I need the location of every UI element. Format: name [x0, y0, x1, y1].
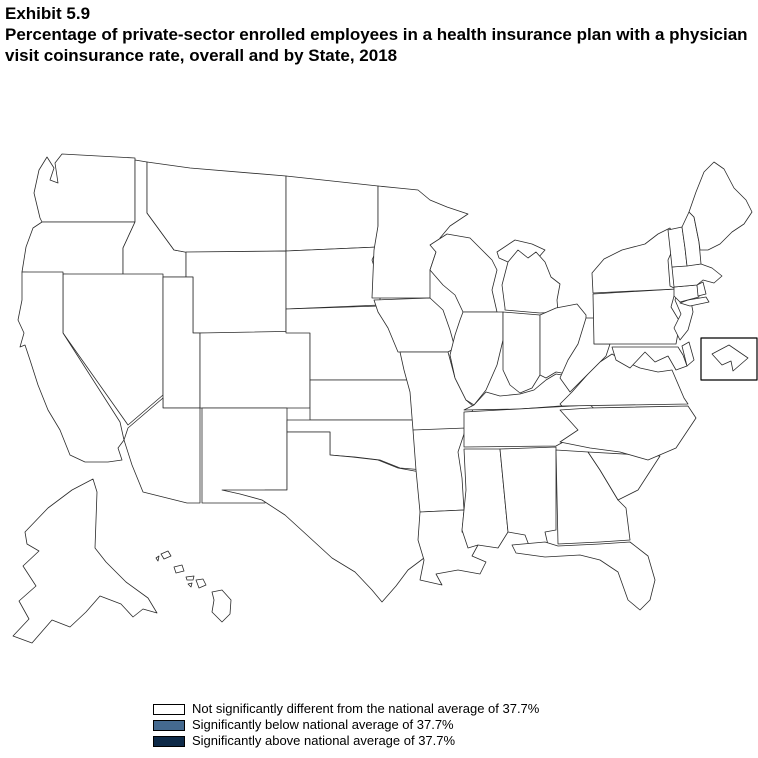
figure-title: Percentage of private-sector enrolled employees in a health insurance plan with a physician visit coinsurance rate, overall and by State, 2018 [5, 25, 748, 65]
legend-row-not-different [153, 701, 539, 717]
legend-row-above [153, 733, 539, 749]
state-mi [497, 240, 560, 313]
legend-label-above: Significantly above national average of 37.7% [192, 733, 456, 748]
legend-label-below: Significantly below national average of 37.7% [192, 717, 454, 732]
state-nm [202, 408, 287, 503]
state-hi [156, 551, 231, 622]
state-co [200, 331, 310, 408]
state-wi [430, 234, 497, 312]
state-ar [413, 428, 466, 512]
state-wy [186, 251, 286, 333]
state-in [503, 312, 540, 393]
us-choropleth-map [0, 130, 758, 695]
legend-swatch-not-different [153, 704, 185, 715]
legend-swatch-below [153, 720, 185, 731]
legend-row-below [153, 717, 539, 733]
state-al [500, 447, 556, 548]
state-me [689, 162, 752, 250]
state-ak [13, 479, 157, 643]
legend-swatch-above [153, 736, 185, 747]
legend [153, 701, 539, 749]
state-wa [34, 154, 135, 222]
state-fl [512, 542, 655, 610]
state-nd [286, 176, 378, 251]
state-or [22, 222, 135, 277]
state-ks [310, 380, 413, 420]
title-block [5, 3, 755, 66]
state-ma [672, 264, 722, 287]
state-sd [286, 247, 380, 309]
exhibit-number: Exhibit 5.9 [5, 4, 91, 23]
legend-label-not-different: Not significantly different from the national average of 37.7% [192, 701, 540, 716]
state-pa [593, 289, 680, 344]
state-mt [147, 162, 286, 253]
